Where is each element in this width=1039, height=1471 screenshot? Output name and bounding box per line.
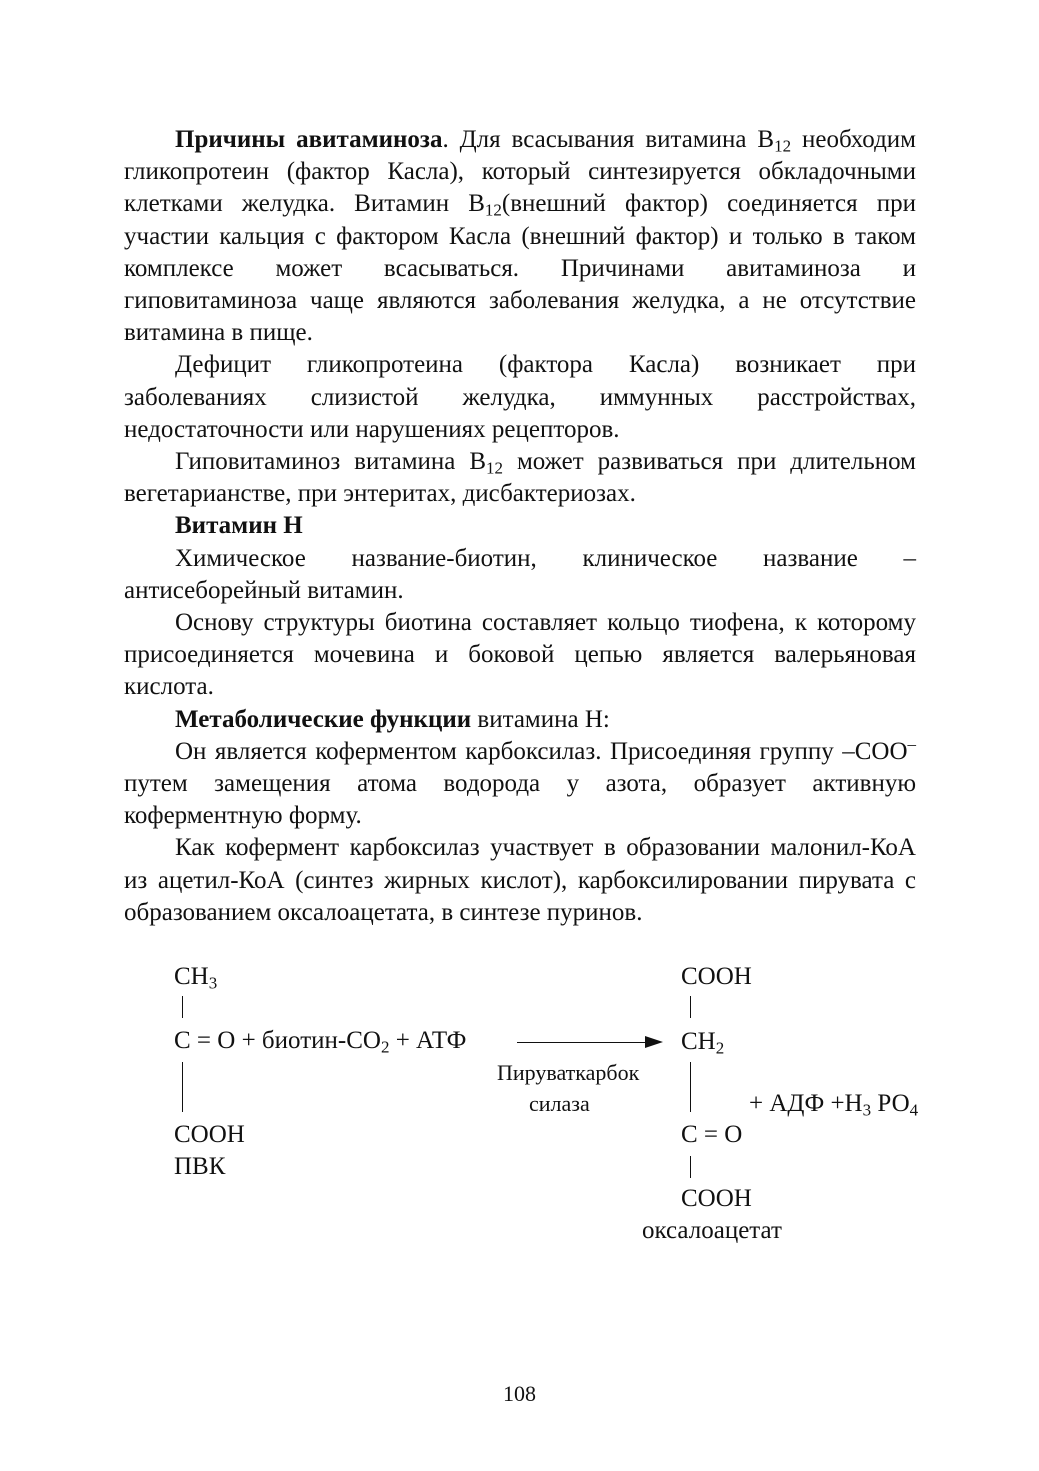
right-ch2: $CH_2$ (681, 1028, 725, 1058)
paragraph-structure: Основу структуры биотина составляет кольцо тиофена, к которому присоединяется мочевина и боковой цепью является валерьяновая кислота. (124, 609, 916, 701)
bond-ch3-co (182, 996, 183, 1018)
left-name-pvk: ПВК (174, 1153, 226, 1180)
left-co-equation: C = O + биотин-$СО_2$ + АТФ (174, 1027, 467, 1057)
paragraph-carboxylase-role: Как кофермент карбоксилаз участвует в образовании малонил-КоА из ацетил-КоА (синтез жирных кислот), карбоксилировании пирувата с образованием оксалоацетата, в синтезе пуринов. (124, 834, 916, 926)
bond-ch2-co (690, 1062, 691, 1112)
heading-vitamin-h: Витамин Н (175, 512, 303, 540)
heading-causes: Причины авитаминоза (175, 126, 443, 153)
paragraph-coenzyme: Он является коферментом карбоксилаз. Присоединяя группу –СОО– путем замещения атома водорода у азота, образует активную коферментную форму. (124, 734, 916, 830)
paragraph-causes: Причины авитаминоза. Для всасывания витамина $В_{12}$ необходим гликопротеин (фактор Касла), который синтезируется обкладочными клетками желудка. Витамин $В_{12}(внешний$ фактор) соединяется при участии кальция с фактором Касла (внешний фактор) и только в таком комплексе может всасываться. Причинами авитаминоза и гиповитаминоза чаще являются заболевания желудка, а не отсутствие витамина в пище. (124, 126, 917, 347)
paragraph-chemical-name: Химическое название-биотин, клиническое название – антисеборейный витамин. (124, 544, 916, 604)
bond-co-cooh-right (690, 1156, 691, 1178)
right-co: C = O (681, 1121, 743, 1148)
paragraph-deficit: Дефицит гликопротеина (фактора Касла) возникает при заболеваниях слизистой желудка, иммунных расстройствах, недостаточности или нарушениях рецепторов. (124, 351, 916, 443)
byproducts: + АДФ $+Н_3$ $РО_4$ (749, 1090, 919, 1120)
enzyme-label-1: Пируваткарбок (497, 1060, 640, 1085)
reaction-arrow-line (517, 1042, 645, 1043)
left-ch3: $CH_3$ (174, 963, 218, 993)
right-cooh-bottom: COOH (681, 1185, 752, 1212)
right-cooh-top: COOH (681, 963, 752, 990)
body-text (124, 124, 916, 929)
bond-cooh-ch2 (690, 996, 691, 1018)
paragraph-hypovitaminosis: Гиповитаминоз витамина $В_{12}$ может развиваться при длительном вегетарианстве, при энтеритах, дисбактериозах. (124, 448, 916, 508)
paragraph-metabolic-heading: Метаболические функции витамина Н: (175, 705, 610, 733)
bond-co-cooh (182, 1062, 183, 1112)
right-name-oxaloacetate: оксалоацетат (642, 1217, 782, 1244)
enzyme-label-2: силаза (529, 1091, 590, 1116)
page-number: 108 (503, 1381, 536, 1406)
left-cooh: COOH (174, 1121, 245, 1148)
reaction-arrow-head (645, 1036, 663, 1048)
